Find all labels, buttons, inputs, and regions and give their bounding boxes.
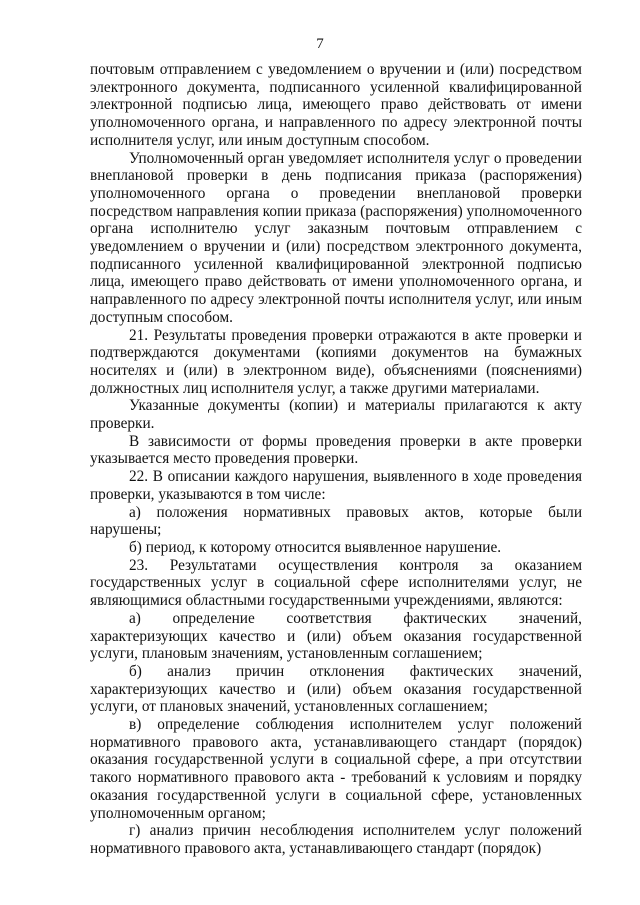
paragraph: 23. Результатами осуществления контроля за оказанием государственных услуг в социальной сфере исполнителями услуг, не являющимися областными государственными учреждениями, являются: <box>90 556 582 610</box>
list-item: б) анализ причин отклонения фактических значений, характеризующих качество и (или) объем оказания государственной услуги, от плановых значений, установленных соглашением; <box>90 662 582 716</box>
page-number: 7 <box>316 36 324 52</box>
paragraph: 22. В описании каждого нарушения, выявленного в ходе проведения проверки, указываются в том числе: <box>90 468 582 503</box>
paragraph: почтовым отправлением с уведомлением о вручении и (или) посредством электронного документа, подписанного усиленной квалифицированной электронной подписью лица, имеющего право действовать от имени уполномоченного органа, и направленного по адресу электронной почты исполнителя услуг, или иным доступным способом. <box>90 61 582 149</box>
list-item: а) определение соответствия фактических значений, характеризующих качество и (или) объем оказания государственной услуги, плановым значениям, установленным соглашением; <box>90 609 582 663</box>
body-text <box>90 61 582 858</box>
list-item: а) положения нормативных правовых актов, которые были нарушены; <box>90 503 582 539</box>
paragraph: Уполномоченный орган уведомляет исполнителя услуг о проведении внеплановой проверки в день подписания приказа (распоряжения) уполномоченного органа о проведении внеплановой проверки посредством направления копии приказа (распоряжения) уполномоченного органа исполнителю услуг заказным почтовым отправлением с уведомлением о вручении и (или) посредством электронного документа, подписанного усиленной квалифицированной электронной подписью лица, имеющего право действовать от имени уполномоченного органа, и направленного по адресу электронной почты исполнителя услуг, или иным доступным способом. <box>90 149 582 326</box>
paragraph: 21. Результаты проведения проверки отражаются в акте проверки и подтверждаются документами (копиями документов на бумажных носителях и (или) в электронном виде), объяснениями (пояснениями) должностных лиц исполнителя услуг, а также другими материалами. <box>90 326 582 397</box>
list-item: б) период, к которому относится выявленное нарушение. <box>129 538 502 556</box>
paragraph: Указанные документы (копии) и материалы прилагаются к акту проверки. <box>90 397 582 433</box>
list-item: в) определение соблюдения исполнителем услуг положений нормативного правового акта, устанавливающего стандарт (порядок) оказания государственной услуги в социальной сфере, а при отсутствии такого нормативного правового акта - требований к условиям и порядку оказания государственной услуги в социальной сфере, установленных уполномоченным органом; <box>90 716 582 822</box>
paragraph: В зависимости от формы проведения проверки в акте проверки указывается место проведения проверки. <box>90 432 582 468</box>
list-item: г) анализ причин несоблюдения исполнителем услуг положений нормативного правового акта, устанавливающего стандарт (порядок) <box>90 822 582 857</box>
